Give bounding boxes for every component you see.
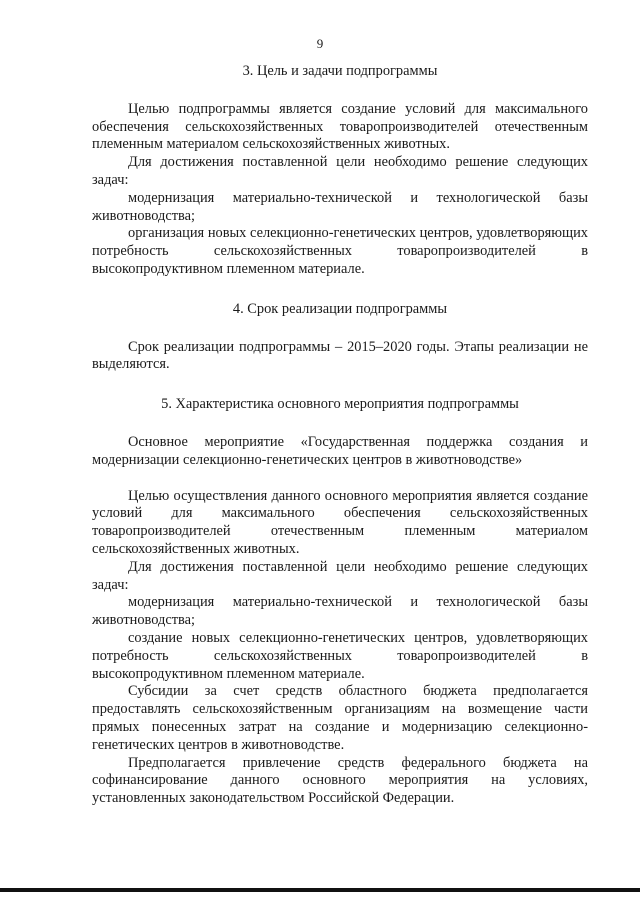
paragraph: Целью осуществления данного основного мероприятия является создание условий для максимального обеспечения сельскохозяйственных товаропроизводителей отечественным племенным материалом сельскохозяйственных животных.: [92, 487, 588, 557]
list-item: создание новых селекционно-генетических центров, удовлетворяющих потребность сельскохозяйственных товаропроизводителей в высокопродуктивном племенном материале.: [92, 629, 588, 682]
document-body: [92, 63, 588, 808]
list-item: модернизация материально-технической и технологической базы животноводства;: [92, 594, 588, 629]
list-item: модернизация материально-технической и технологической базы животноводства;: [92, 189, 588, 224]
paragraph: Целью подпрограммы является создание условий для максимального обеспечения сельскохозяйственных товаропроизводителей отечественным племенным материалом сельскохозяйственных животных.: [92, 100, 588, 153]
paragraph: Для достижения поставленной цели необходимо решение следующих задач:: [92, 154, 588, 188]
list-item: организация новых селекционно-генетических центров, удовлетворяющих потребность сельскохозяйственных товаропроизводителей в высокопродуктивном племенном материале.: [92, 225, 588, 277]
paragraph: Субсидии за счет средств областного бюджета предполагается предоставлять сельскохозяйственным организациям на возмещение части прямых понесенных затрат на создание и модернизацию селекционно-генетических центров в животноводстве.: [92, 683, 588, 753]
section-heading-term: 4. Срок реализации подпрограммы: [232, 300, 448, 317]
paragraph: Предполагается привлечение средств федерального бюджета на софинансирование данного основного мероприятия на условиях, установленных законодательством Российской Федерации.: [92, 754, 588, 807]
bottom-rule: [0, 888, 640, 892]
section-heading-goals: 3. Цель и задачи подпрограммы: [242, 63, 438, 79]
section-heading-characteristics: 5. Характеристика основного мероприятия подпрограммы: [161, 396, 519, 413]
measure-title: Основное мероприятие «Государственная поддержка создания и модернизации селекционно-генетических центров в животноводстве»: [92, 433, 588, 468]
paragraph: Для достижения поставленной цели необходимо решение следующих задач:: [92, 558, 588, 593]
paragraph: Срок реализации подпрограммы – 2015–2020 годы. Этапы реализации не выделяются.: [92, 338, 588, 373]
page-number: 9: [316, 36, 324, 51]
